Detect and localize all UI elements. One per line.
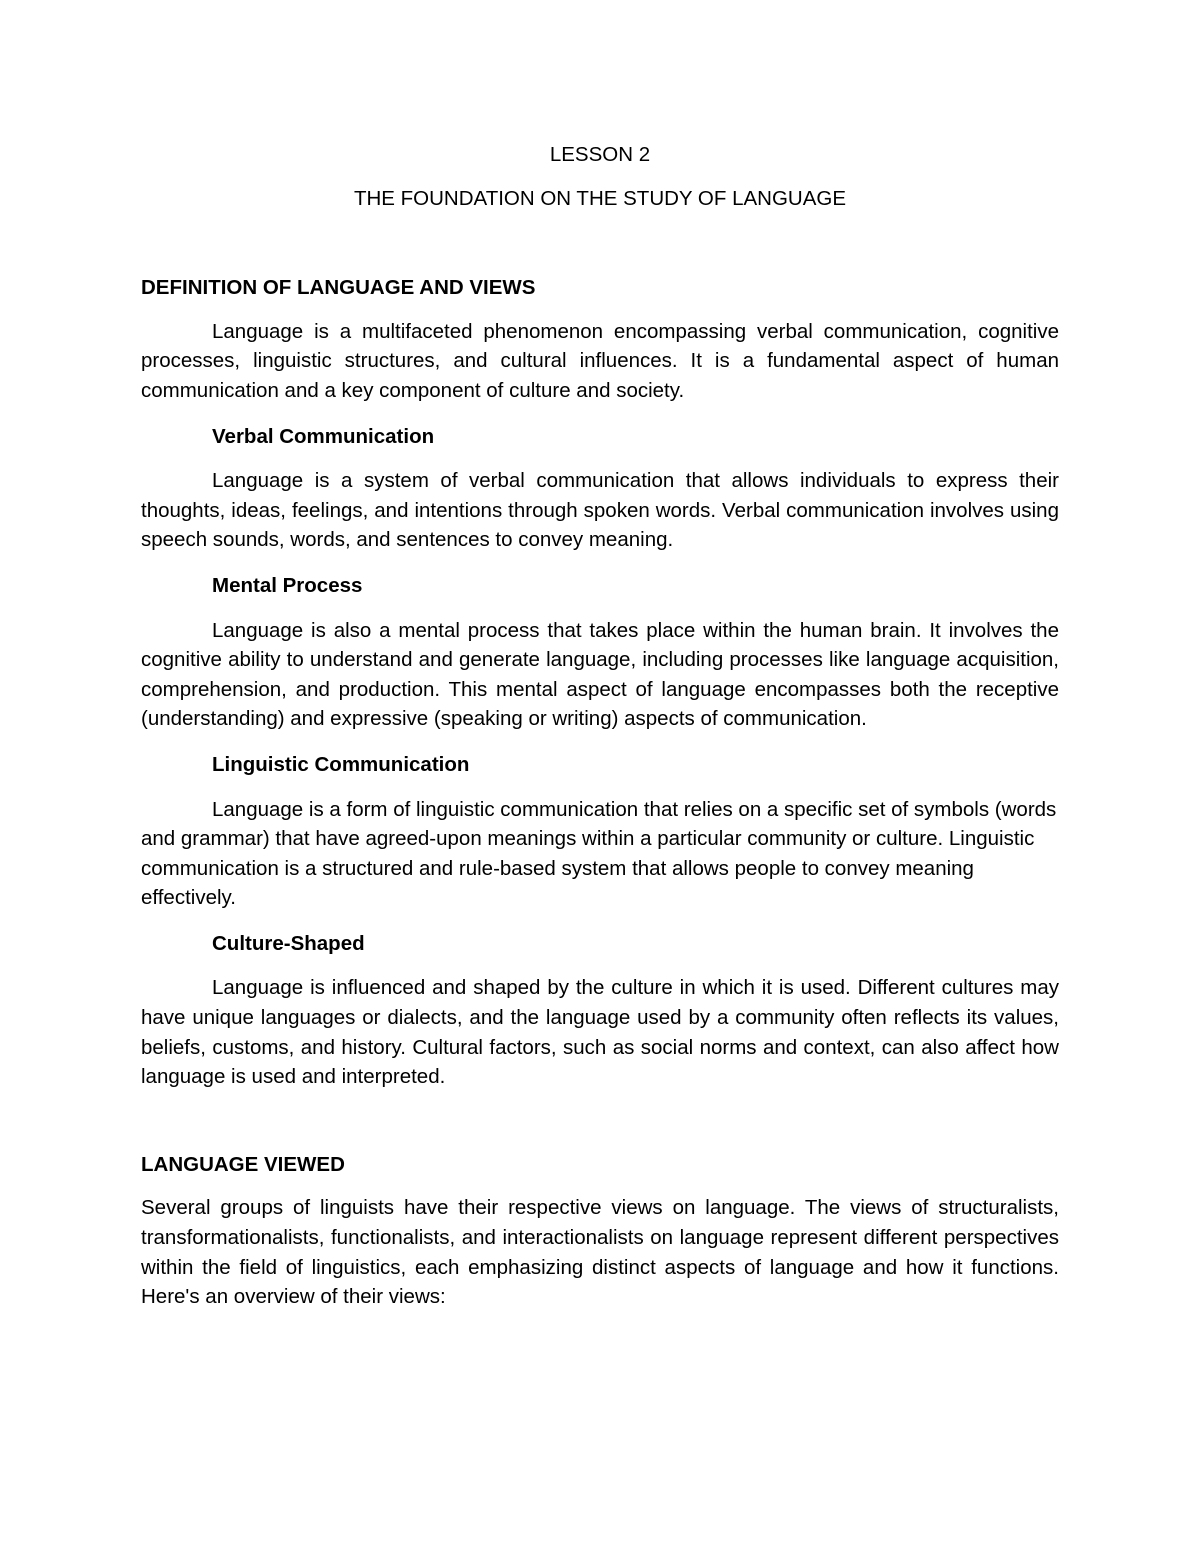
paragraph-culture-shaped: Language is influenced and shaped by the culture in which it is used. Different cultures may have unique languages or dialects, and the language used by a community often reflects its values, beliefs, customs, and history. Cultural factors, such as social norms and context, can also affect how language is used and interpreted. — [141, 976, 1059, 1089]
lesson-number: LESSON 2 — [549, 143, 651, 166]
subheading-linguistic-communication: Linguistic Communication — [212, 752, 470, 776]
document-title: THE FOUNDATION ON THE STUDY OF LANGUAGE — [353, 186, 847, 210]
paragraph-language-viewed: Several groups of linguists have their respective views on language. The views of structuralists, transformationalists, functionalists, and interactionalists on language represent different perspectives within the field of linguistics, each emphasizing distinct aspects of language and how it functions. Here's an overview of their views: — [141, 1196, 1059, 1309]
page-content — [141, 136, 1059, 1312]
subheading-culture-shaped: Culture-Shaped — [212, 931, 365, 955]
paragraph-mental-process: Language is also a mental process that takes place within the human brain. It involves the cognitive ability to understand and generate language, including processes like language acquisition, comprehension, and production. This mental aspect of language encompasses both the receptive (understanding) and expressive (speaking or writing) aspects of communication. — [141, 618, 1059, 731]
subheading-verbal-communication: Verbal Communication — [212, 424, 435, 448]
paragraph-linguistic-communication: Language is a form of linguistic communication that relies on a specific set of symbols (words and grammar) that have agreed-upon meanings within a particular community or culture. Linguistic communication is a structured and rule-based system that allows people to convey meaning effectively. — [141, 797, 1057, 910]
paragraph-verbal-communication: Language is a system of verbal communication that allows individuals to express their thoughts, ideas, feelings, and intentions through spoken words. Verbal communication involves using speech sounds, words, and sentences to convey meaning. — [141, 469, 1059, 552]
section-heading-language-viewed: LANGUAGE VIEWED — [141, 1152, 345, 1176]
section-heading-definition: DEFINITION OF LANGUAGE AND VIEWS — [141, 276, 536, 300]
subheading-mental-process: Mental Process — [212, 573, 363, 597]
intro-paragraph: Language is a multifaceted phenomenon encompassing verbal communication, cognitive processes, linguistic structures, and cultural influences. It is a fundamental aspect of human communication and a key component of culture and society. — [141, 319, 1059, 402]
